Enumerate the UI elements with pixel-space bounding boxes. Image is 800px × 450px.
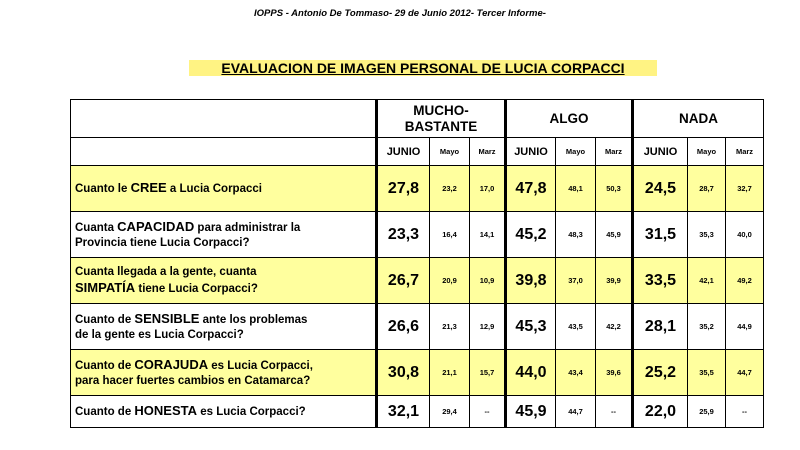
question-cell [71, 258, 377, 304]
question-keyword: CORAJUDA [134, 356, 209, 372]
subheader-mayo: Mayo [556, 138, 596, 166]
value-junio-nada: 33,5 [633, 258, 688, 304]
group-header-line1: MUCHO- [413, 102, 469, 118]
question-text: tiene Lucia Corpacci? [135, 282, 258, 295]
question-text: Cuanto de [75, 359, 135, 372]
value-marz-algo: 50,3 [596, 166, 633, 212]
question-header-cell [71, 100, 377, 138]
value-mayo-algo: 37,0 [556, 258, 596, 304]
report-source-line: IOPPS - Antonio De Tommaso- 29 de Junio 2012- Tercer Informe- [254, 8, 546, 19]
value-marz-mucho: 15,7 [470, 350, 506, 396]
value-junio-algo: 45,9 [506, 396, 556, 428]
question-cell [71, 350, 377, 396]
value-junio-mucho: 30,8 [377, 350, 430, 396]
value-junio-mucho: 26,6 [377, 304, 430, 350]
question-text: es Lucia Corpacci? [197, 406, 306, 418]
question-text: es Lucia Corpacci, [208, 359, 313, 372]
subheader-marz: Marz [470, 138, 506, 166]
value-junio-mucho: 32,1 [377, 396, 430, 428]
question-cell [71, 396, 377, 428]
question-text: Cuanta llegada a la gente, cuanta [75, 265, 257, 278]
question-keyword: SENSIBLE [134, 310, 200, 326]
question-text: de la gente es Lucia Corpacci? [75, 328, 244, 341]
value-mayo-mucho: 16,4 [430, 212, 470, 258]
value-marz-nada: 32,7 [726, 166, 764, 212]
question-cell [71, 166, 377, 212]
report-title: EVALUACION DE IMAGEN PERSONAL DE LUCIA CORPACCI [189, 60, 657, 76]
question-keyword: CREE [130, 180, 167, 195]
value-mayo-nada: 35,3 [688, 212, 726, 258]
group-header-nada: NADA [633, 100, 764, 138]
subheader-junio: JUNIO [506, 138, 556, 166]
value-mayo-mucho: 21,1 [430, 350, 470, 396]
question-text: Cuanto de [75, 313, 135, 326]
value-mayo-mucho: 21,3 [430, 304, 470, 350]
subheader-junio: JUNIO [633, 138, 688, 166]
value-marz-algo: 42,2 [596, 304, 633, 350]
value-mayo-nada: 35,5 [688, 350, 726, 396]
value-mayo-nada: 35,2 [688, 304, 726, 350]
question-keyword: HONESTA [134, 403, 198, 418]
question-text: Provincia tiene Lucia Corpacci? [75, 236, 250, 249]
value-junio-algo: 45,2 [506, 212, 556, 258]
value-mayo-mucho: 23,2 [430, 166, 470, 212]
value-marz-mucho: 17,0 [470, 166, 506, 212]
question-keyword: CAPACIDAD [117, 218, 195, 234]
question-text: Cuanto le [75, 183, 131, 195]
question-text: para hacer fuertes cambios en Catamarca? [75, 374, 311, 387]
value-mayo-algo: 48,3 [556, 212, 596, 258]
value-marz-mucho: -- [470, 396, 506, 428]
value-mayo-algo: 43,4 [556, 350, 596, 396]
group-header-algo: ALGO [506, 100, 633, 138]
value-junio-algo: 45,3 [506, 304, 556, 350]
value-mayo-nada: 42,1 [688, 258, 726, 304]
value-junio-nada: 24,5 [633, 166, 688, 212]
evaluation-table [70, 99, 764, 428]
value-junio-nada: 28,1 [633, 304, 688, 350]
value-marz-nada: 44,9 [726, 304, 764, 350]
value-marz-nada: 40,0 [726, 212, 764, 258]
value-marz-algo: -- [596, 396, 633, 428]
value-junio-algo: 44,0 [506, 350, 556, 396]
value-junio-nada: 22,0 [633, 396, 688, 428]
question-text: ante los problemas [199, 313, 308, 326]
question-text: Cuanta [75, 221, 118, 234]
value-mayo-nada: 28,7 [688, 166, 726, 212]
value-mayo-algo: 43,5 [556, 304, 596, 350]
value-mayo-nada: 25,9 [688, 396, 726, 428]
table-row [71, 350, 764, 396]
value-marz-algo: 39,9 [596, 258, 633, 304]
table-row [71, 212, 764, 258]
value-junio-mucho: 27,8 [377, 166, 430, 212]
subheader-junio: JUNIO [377, 138, 430, 166]
value-mayo-algo: 44,7 [556, 396, 596, 428]
table-row [71, 304, 764, 350]
table-row [71, 166, 764, 212]
value-mayo-mucho: 29,4 [430, 396, 470, 428]
subheader-marz: Marz [726, 138, 764, 166]
value-mayo-algo: 48,1 [556, 166, 596, 212]
value-marz-mucho: 12,9 [470, 304, 506, 350]
value-junio-mucho: 26,7 [377, 258, 430, 304]
group-header-line2: BASTANTE [404, 118, 478, 134]
subheader-marz: Marz [596, 138, 633, 166]
table-row [71, 396, 764, 428]
question-text: Cuanto de [75, 406, 135, 418]
question-text: a Lucia Corpacci [166, 183, 262, 195]
question-cell [71, 212, 377, 258]
question-subheader-cell [71, 138, 377, 166]
value-marz-algo: 39,6 [596, 350, 633, 396]
value-marz-nada: -- [726, 396, 764, 428]
question-text: para administrar la [194, 221, 301, 234]
value-marz-mucho: 10,9 [470, 258, 506, 304]
value-marz-algo: 45,9 [596, 212, 633, 258]
value-junio-nada: 31,5 [633, 212, 688, 258]
value-junio-algo: 39,8 [506, 258, 556, 304]
subheader-mayo: Mayo [430, 138, 470, 166]
question-cell [71, 304, 377, 350]
value-marz-mucho: 14,1 [470, 212, 506, 258]
question-keyword: SIMPATÍA [75, 279, 136, 295]
value-junio-algo: 47,8 [506, 166, 556, 212]
group-header-mucho-bastante [377, 100, 506, 138]
subheader-mayo: Mayo [688, 138, 726, 166]
table-row [71, 258, 764, 304]
value-mayo-mucho: 20,9 [430, 258, 470, 304]
value-junio-mucho: 23,3 [377, 212, 430, 258]
value-junio-nada: 25,2 [633, 350, 688, 396]
value-marz-nada: 44,7 [726, 350, 764, 396]
value-marz-nada: 49,2 [726, 258, 764, 304]
